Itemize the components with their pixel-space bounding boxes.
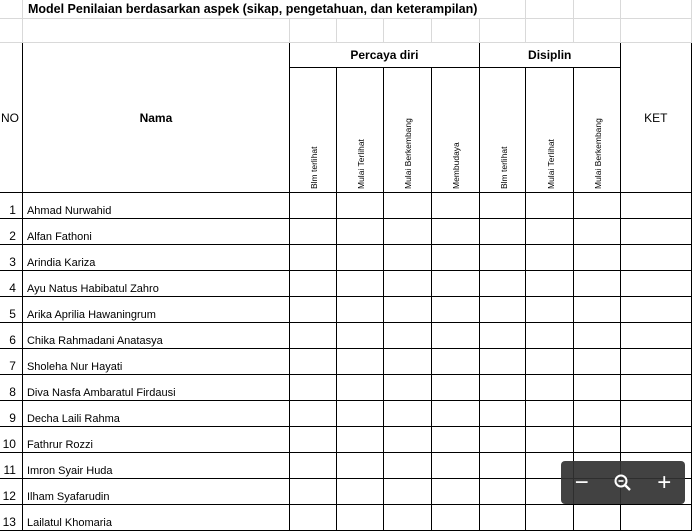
row-no[interactable]: 6 [0, 323, 22, 349]
cell[interactable] [431, 19, 479, 43]
score-cell[interactable] [336, 193, 383, 219]
table-row [0, 349, 692, 375]
row-no[interactable]: 12 [0, 479, 22, 505]
row-no[interactable]: 10 [0, 427, 22, 453]
header-nama[interactable]: Nama [22, 43, 289, 193]
header-sub[interactable] [336, 68, 383, 193]
header-sub[interactable] [526, 68, 574, 193]
score-cell[interactable] [431, 297, 479, 323]
score-cell[interactable] [289, 219, 336, 245]
row-nama[interactable]: Ilham Syafarudin [22, 479, 289, 505]
sub-label: Mulai Terlihat [355, 139, 366, 189]
zoom-controls [561, 461, 685, 504]
zoom-out-button[interactable] [567, 468, 597, 498]
score-cell[interactable] [479, 401, 526, 427]
table-row [0, 505, 692, 531]
header-group-disiplin[interactable]: Disiplin [479, 43, 620, 68]
score-cell[interactable] [526, 427, 574, 453]
row-no[interactable]: 8 [0, 375, 22, 401]
row-nama[interactable]: Sholeha Nur Hayati [22, 349, 289, 375]
row-nama[interactable]: Alfan Fathoni [22, 219, 289, 245]
table-row [0, 297, 692, 323]
score-cell[interactable] [526, 219, 574, 245]
score-cell[interactable] [573, 505, 620, 531]
score-cell[interactable] [289, 297, 336, 323]
score-cell[interactable] [336, 375, 383, 401]
cell[interactable] [620, 19, 691, 43]
score-cell[interactable] [336, 427, 383, 453]
score-cell[interactable] [573, 245, 620, 271]
row-nama[interactable]: Ayu Natus Habibatul Zahro [22, 271, 289, 297]
score-cell[interactable] [289, 245, 336, 271]
score-cell[interactable] [383, 271, 431, 297]
table-row [0, 323, 692, 349]
score-cell[interactable] [620, 375, 691, 401]
row-no[interactable]: 7 [0, 349, 22, 375]
score-cell[interactable] [383, 401, 431, 427]
score-cell[interactable] [620, 427, 691, 453]
header-sub[interactable] [289, 68, 336, 193]
score-cell[interactable] [620, 193, 691, 219]
score-cell[interactable] [526, 505, 574, 531]
score-cell[interactable] [383, 349, 431, 375]
header-group-percaya-diri[interactable]: Percaya diri [289, 43, 479, 68]
score-cell[interactable] [479, 505, 526, 531]
score-cell[interactable] [526, 401, 574, 427]
score-cell[interactable] [431, 323, 479, 349]
row-no[interactable]: 13 [0, 505, 22, 531]
header-sub[interactable] [479, 68, 526, 193]
score-cell[interactable] [479, 323, 526, 349]
score-cell[interactable] [620, 219, 691, 245]
table-row [0, 193, 692, 219]
table-row [0, 219, 692, 245]
score-cell[interactable] [289, 505, 336, 531]
score-cell[interactable] [431, 375, 479, 401]
score-cell[interactable] [573, 401, 620, 427]
sub-label: Blm terlihat [308, 146, 319, 189]
row-nama[interactable]: Arindia Kariza [22, 245, 289, 271]
score-cell[interactable] [479, 245, 526, 271]
score-cell[interactable] [479, 297, 526, 323]
score-cell[interactable] [573, 427, 620, 453]
sheet-title[interactable]: Model Penilaian berdasarkan aspek (sikap, pengetahuan, dan keterampilan) [22, 0, 479, 19]
score-cell[interactable] [431, 245, 479, 271]
score-cell[interactable] [573, 375, 620, 401]
header-sub[interactable] [383, 68, 431, 193]
cell[interactable] [22, 19, 289, 43]
cell[interactable] [573, 0, 620, 19]
score-cell[interactable] [336, 453, 383, 479]
row-no[interactable]: 4 [0, 271, 22, 297]
score-cell[interactable] [479, 193, 526, 219]
row-no[interactable]: 5 [0, 297, 22, 323]
score-cell[interactable] [383, 427, 431, 453]
score-cell[interactable] [620, 349, 691, 375]
score-cell[interactable] [573, 297, 620, 323]
score-cell[interactable] [383, 505, 431, 531]
table-row [0, 427, 692, 453]
score-cell[interactable] [383, 193, 431, 219]
score-cell[interactable] [526, 323, 574, 349]
magnifier-icon [613, 473, 633, 493]
score-cell[interactable] [383, 219, 431, 245]
score-cell[interactable] [431, 479, 479, 505]
cell[interactable] [479, 19, 526, 43]
score-cell[interactable] [383, 375, 431, 401]
score-cell[interactable] [526, 375, 574, 401]
score-cell[interactable] [479, 453, 526, 479]
score-cell[interactable] [289, 401, 336, 427]
score-cell[interactable] [336, 297, 383, 323]
score-cell[interactable] [526, 193, 574, 219]
row-nama[interactable]: Diva Nasfa Ambaratul Firdausi [22, 375, 289, 401]
score-cell[interactable] [383, 245, 431, 271]
cell[interactable] [289, 19, 336, 43]
cell[interactable] [526, 19, 574, 43]
table-row [0, 401, 692, 427]
row-no[interactable]: 2 [0, 219, 22, 245]
score-cell[interactable] [336, 219, 383, 245]
score-cell[interactable] [431, 349, 479, 375]
sub-label: Mulai Berkembang [403, 118, 414, 189]
score-cell[interactable] [336, 245, 383, 271]
sub-label: Blm terlihat [498, 146, 509, 189]
score-cell[interactable] [479, 349, 526, 375]
cell[interactable] [620, 0, 691, 19]
score-cell[interactable] [431, 193, 479, 219]
sub-label: Membudaya [451, 142, 462, 189]
score-cell[interactable] [573, 323, 620, 349]
score-cell[interactable] [620, 245, 691, 271]
row-no[interactable]: 3 [0, 245, 22, 271]
score-cell[interactable] [526, 271, 574, 297]
score-cell[interactable] [383, 479, 431, 505]
score-cell[interactable] [620, 323, 691, 349]
row-nama[interactable]: Lailatul Khomaria [22, 505, 289, 531]
score-cell[interactable] [526, 349, 574, 375]
row-no[interactable]: 11 [0, 453, 22, 479]
score-cell[interactable] [289, 349, 336, 375]
score-cell[interactable] [479, 219, 526, 245]
cell[interactable] [573, 19, 620, 43]
score-cell[interactable] [336, 349, 383, 375]
score-cell[interactable] [431, 271, 479, 297]
score-cell[interactable] [336, 479, 383, 505]
cell[interactable] [479, 0, 526, 19]
table-row [0, 271, 692, 297]
score-cell[interactable] [431, 453, 479, 479]
cell[interactable] [0, 0, 22, 19]
score-cell[interactable] [431, 219, 479, 245]
row-nama[interactable]: Decha Laili Rahma [22, 401, 289, 427]
sub-label: Mulai Terlihat [545, 139, 556, 189]
score-cell[interactable] [620, 297, 691, 323]
score-cell[interactable] [289, 479, 336, 505]
score-cell[interactable] [431, 401, 479, 427]
plus-icon: + [657, 468, 672, 496]
score-cell[interactable] [336, 323, 383, 349]
score-cell[interactable] [431, 505, 479, 531]
score-cell[interactable] [620, 401, 691, 427]
row-no[interactable]: 1 [0, 193, 22, 219]
score-cell[interactable] [526, 297, 574, 323]
minus-icon: − [574, 468, 589, 496]
sub-label: Mulai Berkembang [592, 118, 603, 189]
score-cell[interactable] [573, 349, 620, 375]
score-cell[interactable] [383, 323, 431, 349]
score-cell[interactable] [431, 427, 479, 453]
score-cell[interactable] [479, 479, 526, 505]
cell[interactable] [0, 19, 22, 43]
score-cell[interactable] [573, 193, 620, 219]
score-cell[interactable] [383, 297, 431, 323]
score-cell[interactable] [289, 453, 336, 479]
header-ket[interactable]: KET [620, 43, 691, 193]
score-cell[interactable] [479, 271, 526, 297]
score-cell[interactable] [573, 219, 620, 245]
cell[interactable] [336, 19, 383, 43]
header-sub[interactable] [431, 68, 479, 193]
score-cell[interactable] [620, 271, 691, 297]
score-cell[interactable] [479, 375, 526, 401]
score-cell[interactable] [289, 375, 336, 401]
cell[interactable] [526, 0, 574, 19]
score-cell[interactable] [336, 271, 383, 297]
header-sub[interactable] [573, 68, 620, 193]
row-nama[interactable]: Arika Aprilia Hawaningrum [22, 297, 289, 323]
row-nama[interactable]: Chika Rahmadani Anatasya [22, 323, 289, 349]
header-no[interactable]: NO [0, 43, 22, 193]
score-cell[interactable] [336, 505, 383, 531]
row-nama[interactable]: Ahmad Nurwahid [22, 193, 289, 219]
score-cell[interactable] [383, 453, 431, 479]
row-nama[interactable]: Fathrur Rozzi [22, 427, 289, 453]
score-cell[interactable] [289, 427, 336, 453]
table-row [0, 245, 692, 271]
table-row [0, 375, 692, 401]
score-cell[interactable] [479, 427, 526, 453]
zoom-in-button[interactable] [649, 468, 679, 498]
score-cell[interactable] [620, 505, 691, 531]
row-nama[interactable]: Imron Syair Huda [22, 453, 289, 479]
score-cell[interactable] [289, 323, 336, 349]
score-cell[interactable] [289, 193, 336, 219]
zoom-reset-button[interactable] [608, 468, 638, 498]
row-no[interactable]: 9 [0, 401, 22, 427]
cell[interactable] [383, 19, 431, 43]
score-cell[interactable] [336, 401, 383, 427]
score-cell[interactable] [573, 271, 620, 297]
score-cell[interactable] [526, 245, 574, 271]
score-cell[interactable] [289, 271, 336, 297]
